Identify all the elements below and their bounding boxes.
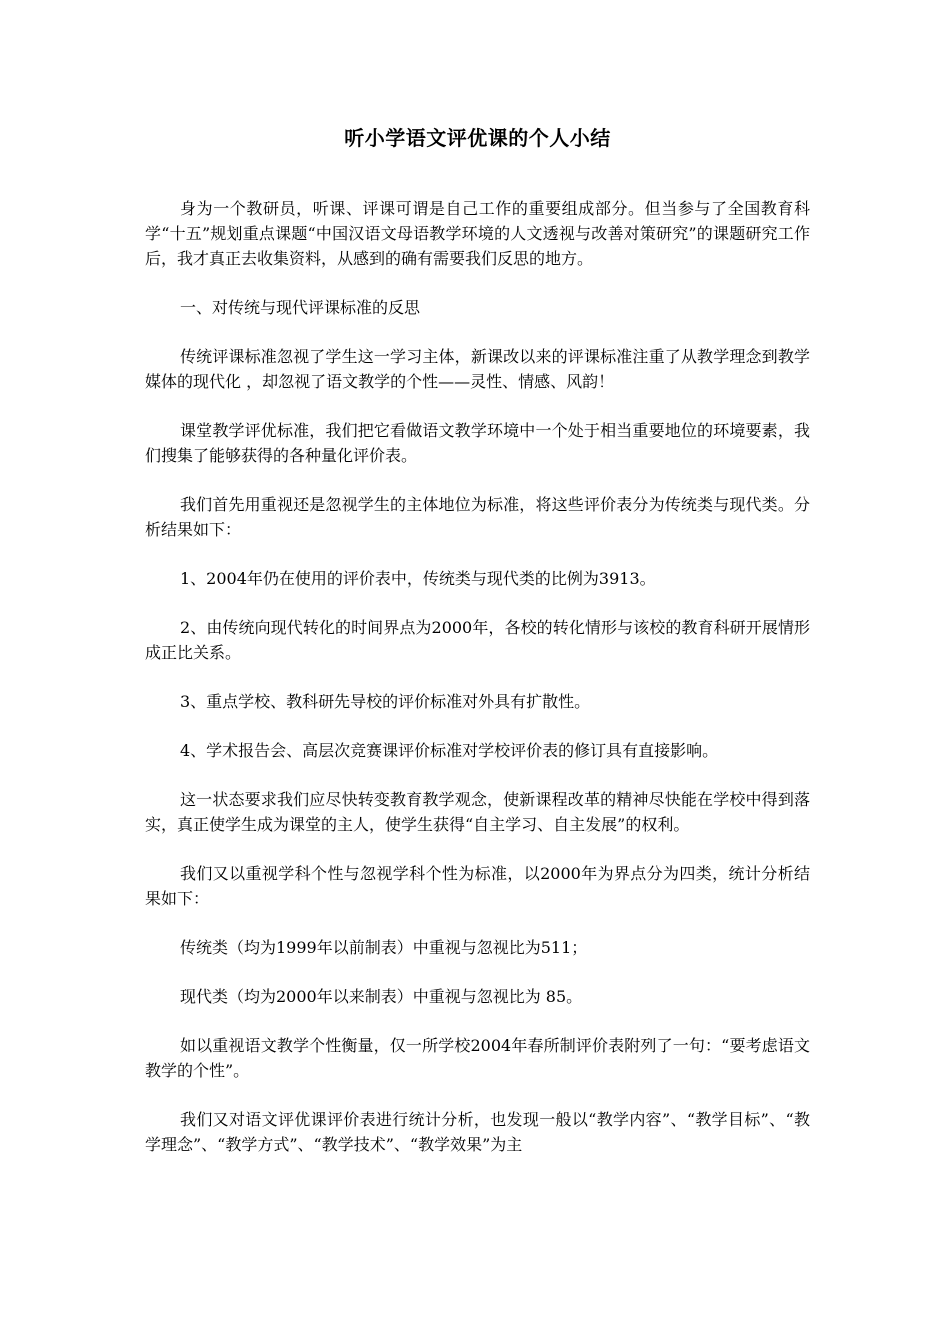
paragraph: 我们首先用重视还是忽视学生的主体地位为标准，将这些评价表分为传统类与现代类。分析结果如下：: [145, 495, 810, 539]
paragraph: 传统评课标准忽视了学生这一学习主体，新课改以来的评课标准注重了从教学理念到教学媒体的现代化 ，却忽视了语文教学的个性——灵性、情感、风韵！: [145, 347, 810, 391]
document-title: 听小学语文评优课的个人小结: [344, 126, 611, 150]
paragraph-intro: 身为一个教研员，听课、评课可谓是自己工作的重要组成部分。但当参与了全国教育科学“十五”规划重点课题“中国汉语文母语教学环境的人文透视与改善对策研究”的课题研究工作后，我才真正去收集资料，从感到的确有需要我们反思的地方。: [145, 199, 810, 268]
list-item-2: 2、由传统向现代转化的时间界点为2000年，各校的转化情形与该校的教育科研开展情形成正比关系。: [145, 618, 810, 662]
paragraph: 课堂教学评优标准，我们把它看做语文教学环境中一个处于相当重要地位的环境要素，我们搜集了能够获得的各种量化评价表。: [145, 421, 810, 465]
paragraph: 我们又以重视学科个性与忽视学科个性为标准，以2000年为界点分为四类，统计分析结果如下：: [145, 864, 810, 908]
list-item-3: 3、重点学校、教科研先导校的评价标准对外具有扩散性。: [180, 692, 591, 711]
paragraph: 我们又对语文评优课评价表进行统计分析，也发现一般以“教学内容”、“教学目标”、“教学理念”、“教学方式”、“教学技术”、“教学效果”为主: [145, 1110, 810, 1154]
section-heading-1: 一、对传统与现代评课标准的反思: [180, 298, 421, 317]
document-page: [145, 0, 810, 1157]
list-item-4: 4、学术报告会、高层次竞赛课评价标准对学校评价表的修订具有直接影响。: [180, 741, 719, 760]
paragraph: 现代类（均为2000年以来制表）中重视与忽视比为 85。: [180, 987, 583, 1006]
paragraph: 传统类（均为1999年以前制表）中重视与忽视比为511；: [180, 938, 588, 957]
paragraph: 这一状态要求我们应尽快转变教育教学观念，使新课程改革的精神尽快能在学校中得到落实，真正使学生成为课堂的主人，使学生获得“自主学习、自主发展”的权利。: [145, 790, 810, 834]
paragraph: 如以重视语文教学个性衡量，仅一所学校2004年春所制评价表附列了一句：“要考虑语文教学的个性”。: [145, 1036, 810, 1080]
list-item-1: 1、2004年仍在使用的评价表中，传统类与现代类的比例为3913。: [180, 569, 656, 588]
